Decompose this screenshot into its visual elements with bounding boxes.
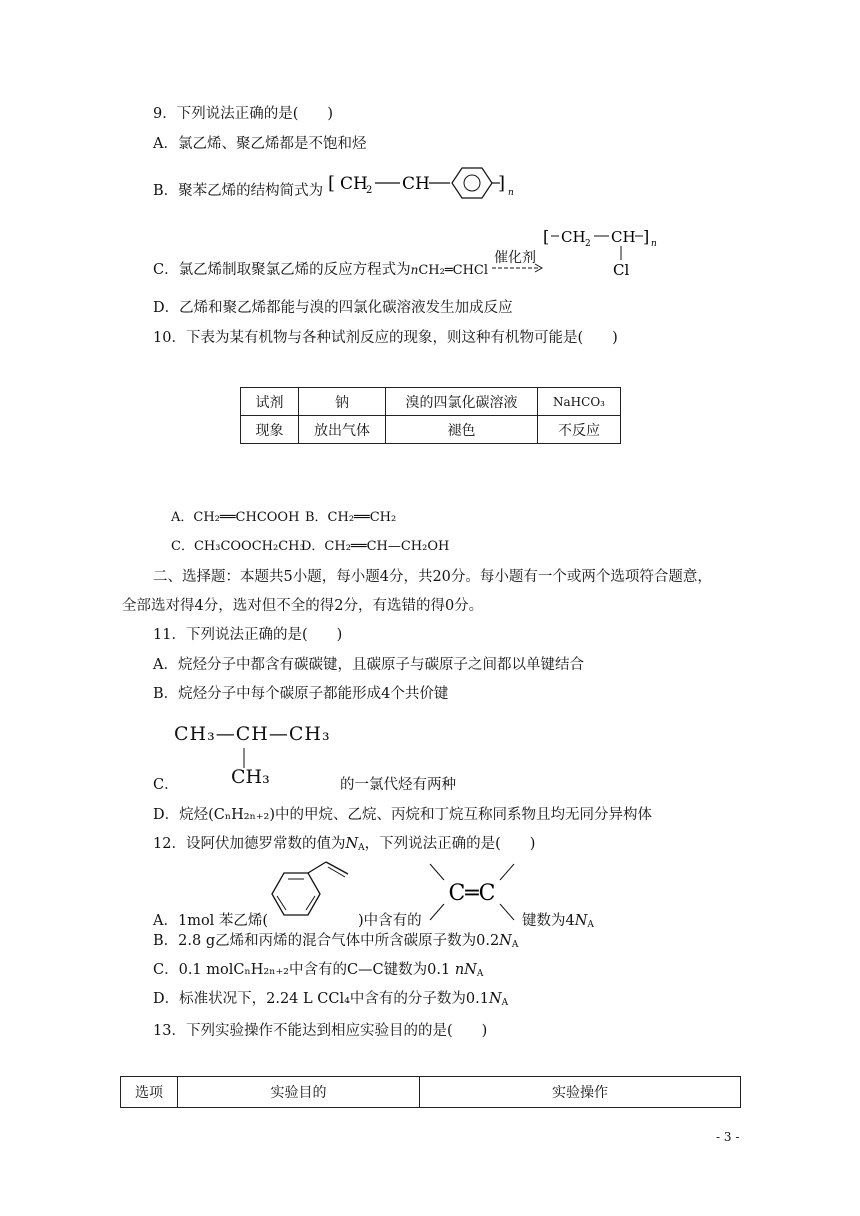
- q13-table: [120, 1076, 741, 1108]
- isobutane-structure-top: CH₃—CH—CH₃: [174, 723, 331, 745]
- carbon-double-bond-structure: [424, 858, 520, 924]
- q12-option-b: B．2.8 g乙烯和丙烯的混合气体中所含碳原子数为$0.2N_A$: [153, 933, 519, 950]
- q9-option-a: A．氯乙烯、聚乙烯都是不饱和烃: [153, 136, 367, 152]
- q11-option-b: B．烷烃分子中每个碳原子都能形成4个共价键: [153, 686, 449, 702]
- q9-option-b: B．聚苯乙烯的结构简式为: [153, 183, 324, 199]
- polystyrene-structure: [328, 165, 518, 203]
- q10-reagent-table: [240, 387, 621, 444]
- table-cell: 不反应: [538, 416, 621, 444]
- page-number: - 3 -: [716, 1130, 740, 1144]
- reaction-arrow: [492, 262, 546, 276]
- table-cell: NaHCO₃: [538, 388, 621, 416]
- table-cell: 实验操作: [420, 1077, 741, 1108]
- svg-text:]: ]: [498, 173, 506, 194]
- svg-text:[: [: [328, 173, 336, 194]
- catalyst-label: 催化剂: [494, 250, 536, 266]
- q11-option-a: A．烷烃分子中都含有碳碳键，且碳原子与碳原子之间都以单键结合: [153, 657, 584, 673]
- table-cell: 选项: [121, 1077, 178, 1108]
- svg-text:CH: CH: [611, 228, 636, 246]
- cc-label: C═C: [448, 881, 496, 906]
- q10-option-c: C．CH₃COOCH₂CH₃: [171, 539, 305, 554]
- table-cell: 褪色: [386, 416, 538, 444]
- table-cell: 钠: [299, 388, 386, 416]
- q11-stem: 11．下列说法正确的是( ): [153, 627, 343, 643]
- q11-option-d: D．烷烃(CₙH₂ₙ₊₂)中的甲烷、乙烷、丙烷和丁烷互称同系物且均无同分异构体: [153, 807, 653, 823]
- table-row: [241, 388, 621, 416]
- q10-stem: 10．下表为某有机物与各种试剂反应的现象，则这种有机物可能是( ): [153, 330, 618, 346]
- section2-rules: 全部选对得4分，选对但不全的得2分，有选错的得0分。: [122, 598, 484, 614]
- svg-text:2: 2: [366, 185, 373, 196]
- table-cell: 放出气体: [299, 416, 386, 444]
- q11-option-c-label: C．: [153, 777, 179, 793]
- svg-text:CH: CH: [340, 174, 368, 194]
- q12-option-a-post: 键数为$4N_A$: [522, 913, 594, 930]
- table-cell: 现象: [241, 416, 299, 444]
- q10-option-d: D．CH₂══CH—CH₂OH: [301, 539, 450, 554]
- q12-option-d: D．标准状况下，2.24 L CCl₄中含有的分子数为$0.1N_A$: [153, 991, 509, 1008]
- q10-option-a: A．CH₂══CHCOOH: [171, 510, 300, 525]
- q12-option-c: C．0.1 molCₙH₂ₙ₊₂中含有的C—C键数为0.1 $nN_A$: [153, 962, 484, 979]
- q12-option-a-pre: A．1mol 苯乙烯(: [153, 913, 269, 929]
- table-row: [241, 416, 621, 444]
- svg-text:CH: CH: [561, 228, 586, 246]
- svg-text:[: [: [543, 227, 550, 246]
- svg-text:CH: CH: [402, 174, 430, 194]
- svg-text:2: 2: [585, 239, 591, 249]
- q12-option-a-mid: )中含有的: [358, 913, 422, 929]
- section2-heading: 二、选择题：本题共5小题，每小题4分，共20分。每小题有一个或两个选项符合题意，: [153, 569, 712, 585]
- isobutane-bond: [240, 748, 248, 768]
- isobutane-structure-bottom: CH₃: [231, 766, 270, 788]
- table-cell: 溴的四氯化碳溶液: [386, 388, 538, 416]
- table-cell: 实验目的: [178, 1077, 420, 1108]
- svg-text:n: n: [508, 188, 514, 198]
- q12-stem: 12．设阿伏加德罗常数的值为$N_A$，下列说法正确的是( ): [153, 836, 536, 853]
- q9-option-c: C．氯乙烯制取聚氯乙烯的反应方程式为nCH₂═CHCl: [153, 262, 489, 278]
- table-row: [121, 1077, 741, 1108]
- q9-stem: 9．下列说法正确的是( ): [153, 106, 334, 122]
- svg-text:Cl: Cl: [613, 261, 630, 279]
- q13-stem: 13．下列实验操作不能达到相应实验目的的是( ): [153, 1023, 488, 1039]
- q11-option-c-text: 的一氯代烃有两种: [340, 777, 456, 793]
- q10-option-b: B．CH₂══CH₂: [305, 510, 397, 525]
- table-cell: 试剂: [241, 388, 299, 416]
- svg-text:]: ]: [643, 227, 650, 246]
- q9-option-d: D．乙烯和聚乙烯都能与溴的四氯化碳溶液发生加成反应: [153, 300, 513, 316]
- pvc-structure: [543, 222, 683, 282]
- svg-text:n: n: [651, 239, 657, 249]
- styrene-structure: [264, 858, 356, 924]
